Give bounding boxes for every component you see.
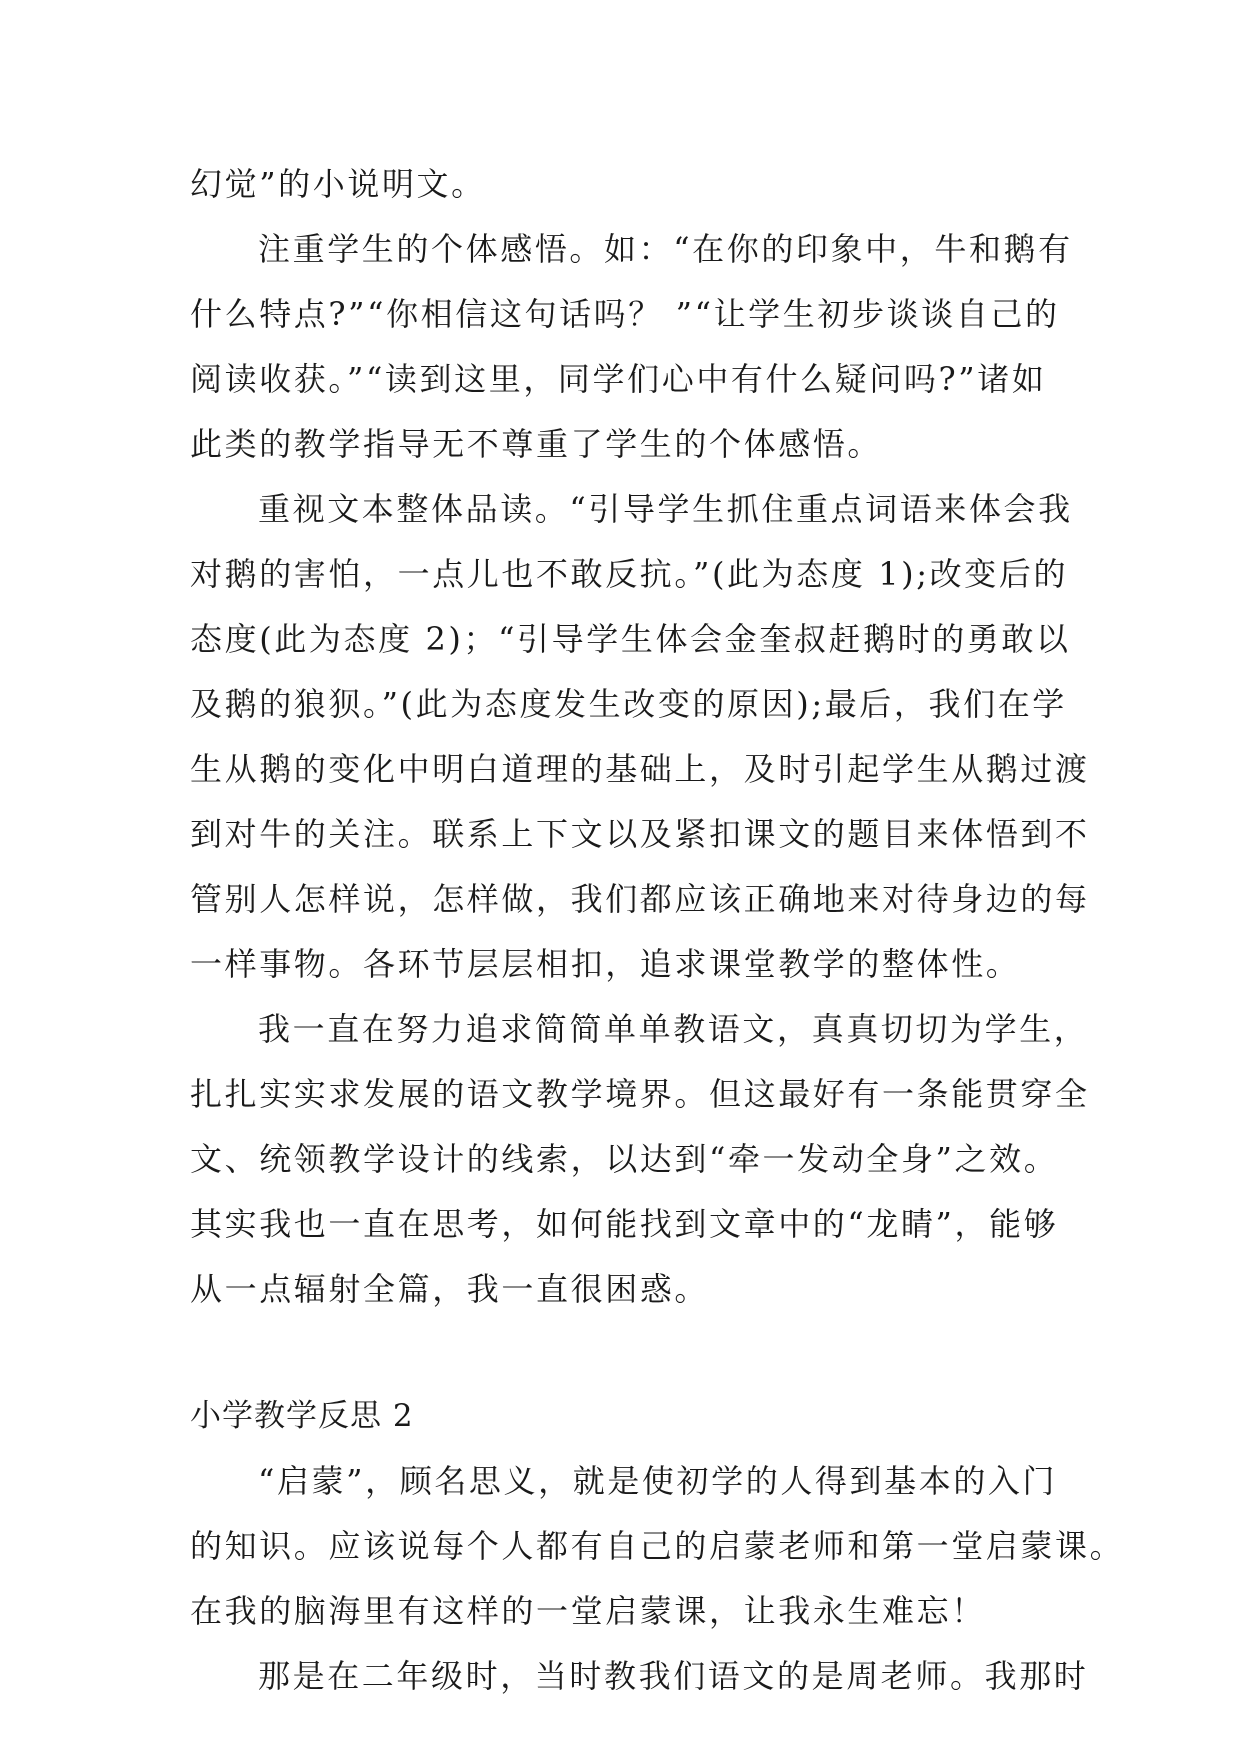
text-line: 在我的脑海里有这样的一堂启蒙课，让我永生难忘！ bbox=[190, 1592, 986, 1630]
text-line: 及鹅的狼狈。”(此为态度发生改变的原因);最后，我们在学 bbox=[190, 685, 1067, 723]
paragraph-start-line: “启蒙”，顾名思义，就是使初学的人得到基本的入门 bbox=[258, 1462, 1058, 1500]
text-line: 态度(此为态度 2)；“引导学生体会金奎叔赶鹅时的勇敢以 bbox=[190, 620, 1071, 658]
paragraph-start-line: 重视文本整体品读。“引导学生抓住重点词语来体会我 bbox=[258, 490, 1073, 528]
text-line: 文、统领教学设计的线索，以达到“牵一发动全身”之效。 bbox=[190, 1140, 1059, 1178]
text-line: 阅读收获。”“读到这里，同学们心中有什么疑问吗?”诸如 bbox=[190, 360, 1047, 398]
paragraph-start-line: 那是在二年级时，当时教我们语文的是周老师。我那时 bbox=[258, 1657, 1089, 1695]
section-1 bbox=[190, 152, 1090, 1322]
text-line: 其实我也一直在思考，如何能找到文章中的“龙睛”，能够 bbox=[190, 1205, 1059, 1243]
text-line: 此类的教学指导无不尊重了学生的个体感悟。 bbox=[190, 425, 883, 463]
document-body bbox=[190, 152, 1125, 1709]
text-line: 的知识。应该说每个人都有自己的启蒙老师和第一堂启蒙课。 bbox=[190, 1527, 1125, 1565]
paragraph-start-line: 我一直在努力追求简简单单教语文，真真切切为学生， bbox=[258, 1010, 1089, 1048]
text-line: 生从鹅的变化中明白道理的基础上，及时引起学生从鹅过渡 bbox=[190, 750, 1090, 788]
text-line: 什么特点?”“你相信这句话吗？ ”“让学生初步谈谈自己的 bbox=[190, 295, 1060, 333]
text-line: 对鹅的害怕，一点儿也不敢反抗。”(此为态度 1);改变后的 bbox=[190, 555, 1069, 593]
text-line: 到对牛的关注。联系上下文以及紧扣课文的题目来体悟到不 bbox=[190, 815, 1090, 853]
text-line: 一样事物。各环节层层相扣，追求课堂教学的整体性。 bbox=[190, 945, 1021, 983]
paragraph-start-line: 注重学生的个体感悟。如：“在你的印象中，牛和鹅有 bbox=[258, 230, 1073, 268]
section-heading: 小学教学反思 2 bbox=[190, 1398, 414, 1434]
text-line: 扎扎实实求发展的语文教学境界。但这最好有一条能贯穿全 bbox=[190, 1075, 1090, 1113]
section-2 bbox=[190, 1384, 1125, 1709]
text-line: 幻觉”的小说明文。 bbox=[190, 165, 486, 203]
text-line: 管别人怎样说，怎样做，我们都应该正确地来对待身边的每 bbox=[190, 880, 1090, 918]
text-line: 从一点辐射全篇，我一直很困惑。 bbox=[190, 1270, 710, 1308]
section-spacer bbox=[190, 1322, 1062, 1384]
